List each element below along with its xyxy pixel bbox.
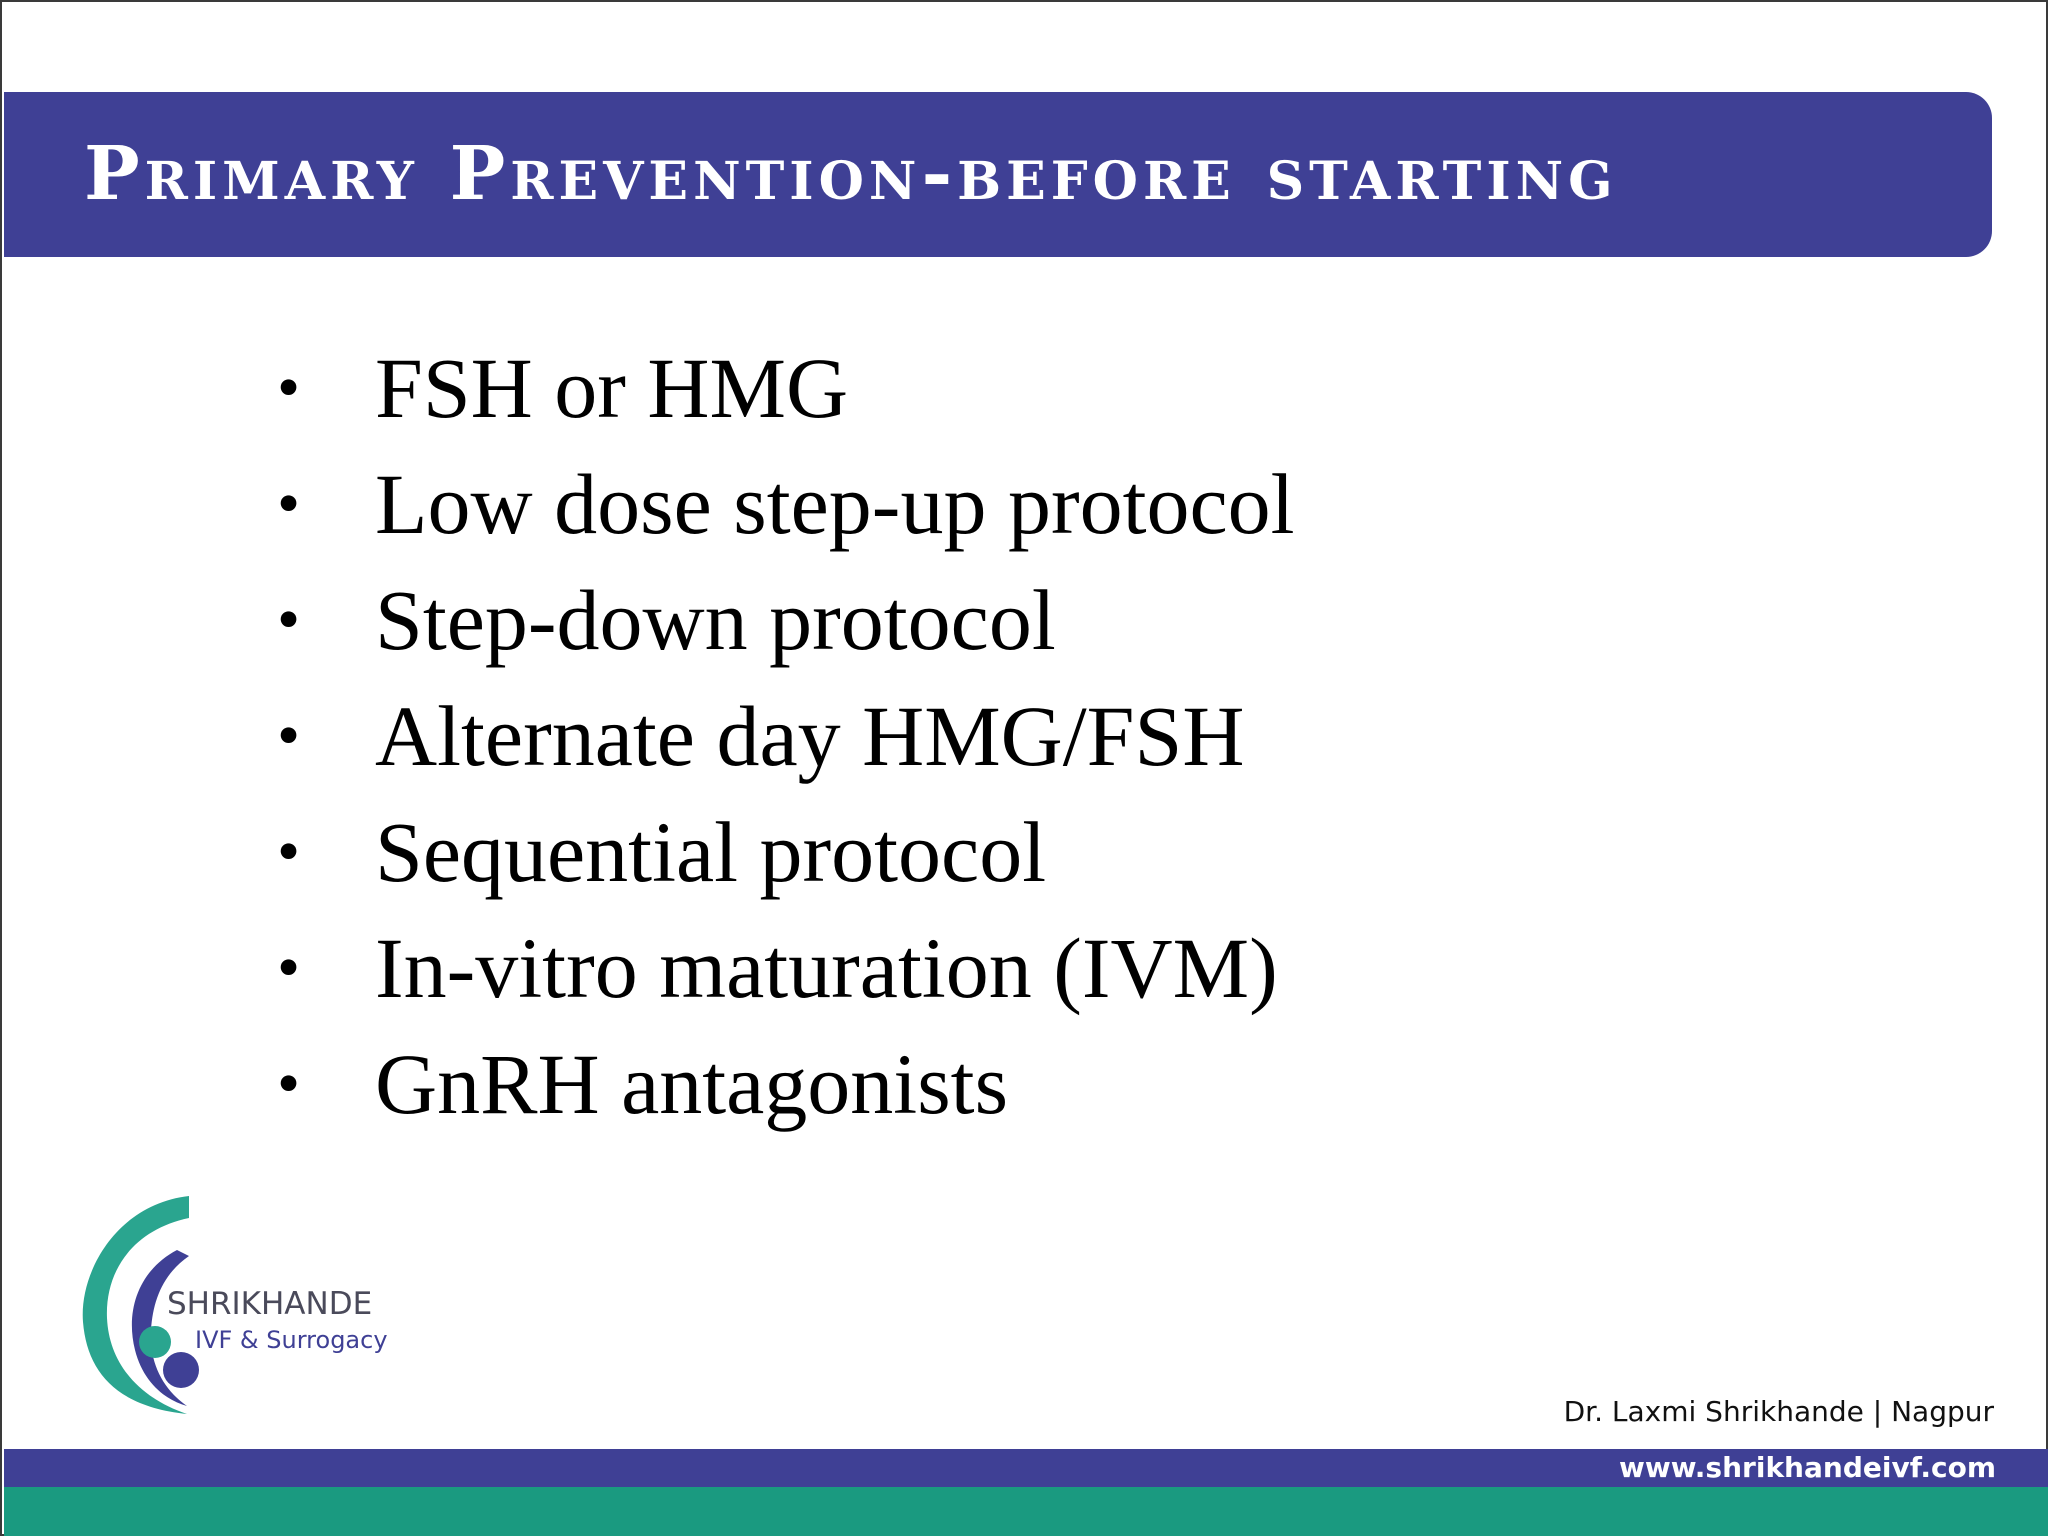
bullet-icon: • xyxy=(277,467,301,540)
presenter-credit: Dr. Laxmi Shrikhande | Nagpur xyxy=(1563,1395,1994,1428)
bullet-text: In-vitro maturation (IVM) xyxy=(375,920,1278,1016)
logo-tagline: IVF & Surrogacy xyxy=(195,1326,388,1354)
bullet-text: Sequential protocol xyxy=(375,804,1047,900)
slide-title: Primary Prevention-before starting xyxy=(84,131,1618,217)
bullet-icon: • xyxy=(277,699,301,772)
bullet-icon: • xyxy=(277,351,301,424)
bullet-icon: • xyxy=(277,931,301,1004)
footer-teal-band xyxy=(4,1487,2048,1536)
logo-name: SHRIKHANDE xyxy=(167,1286,373,1322)
bullet-text: GnRH antagonists xyxy=(375,1036,1009,1132)
website-link[interactable]: www.shrikhandeivf.com xyxy=(1618,1451,1996,1484)
bullet-text: Alternate day HMG/FSH xyxy=(375,688,1245,784)
bullet-text: Low dose step-up protocol xyxy=(375,456,1295,552)
bullet-icon: • xyxy=(277,815,301,888)
bullet-icon: • xyxy=(277,1047,301,1120)
bullet-text: Step-down protocol xyxy=(375,572,1056,668)
bullet-text: FSH or HMG xyxy=(375,340,849,436)
bullet-icon: • xyxy=(277,583,301,656)
company-logo xyxy=(77,1192,397,1422)
